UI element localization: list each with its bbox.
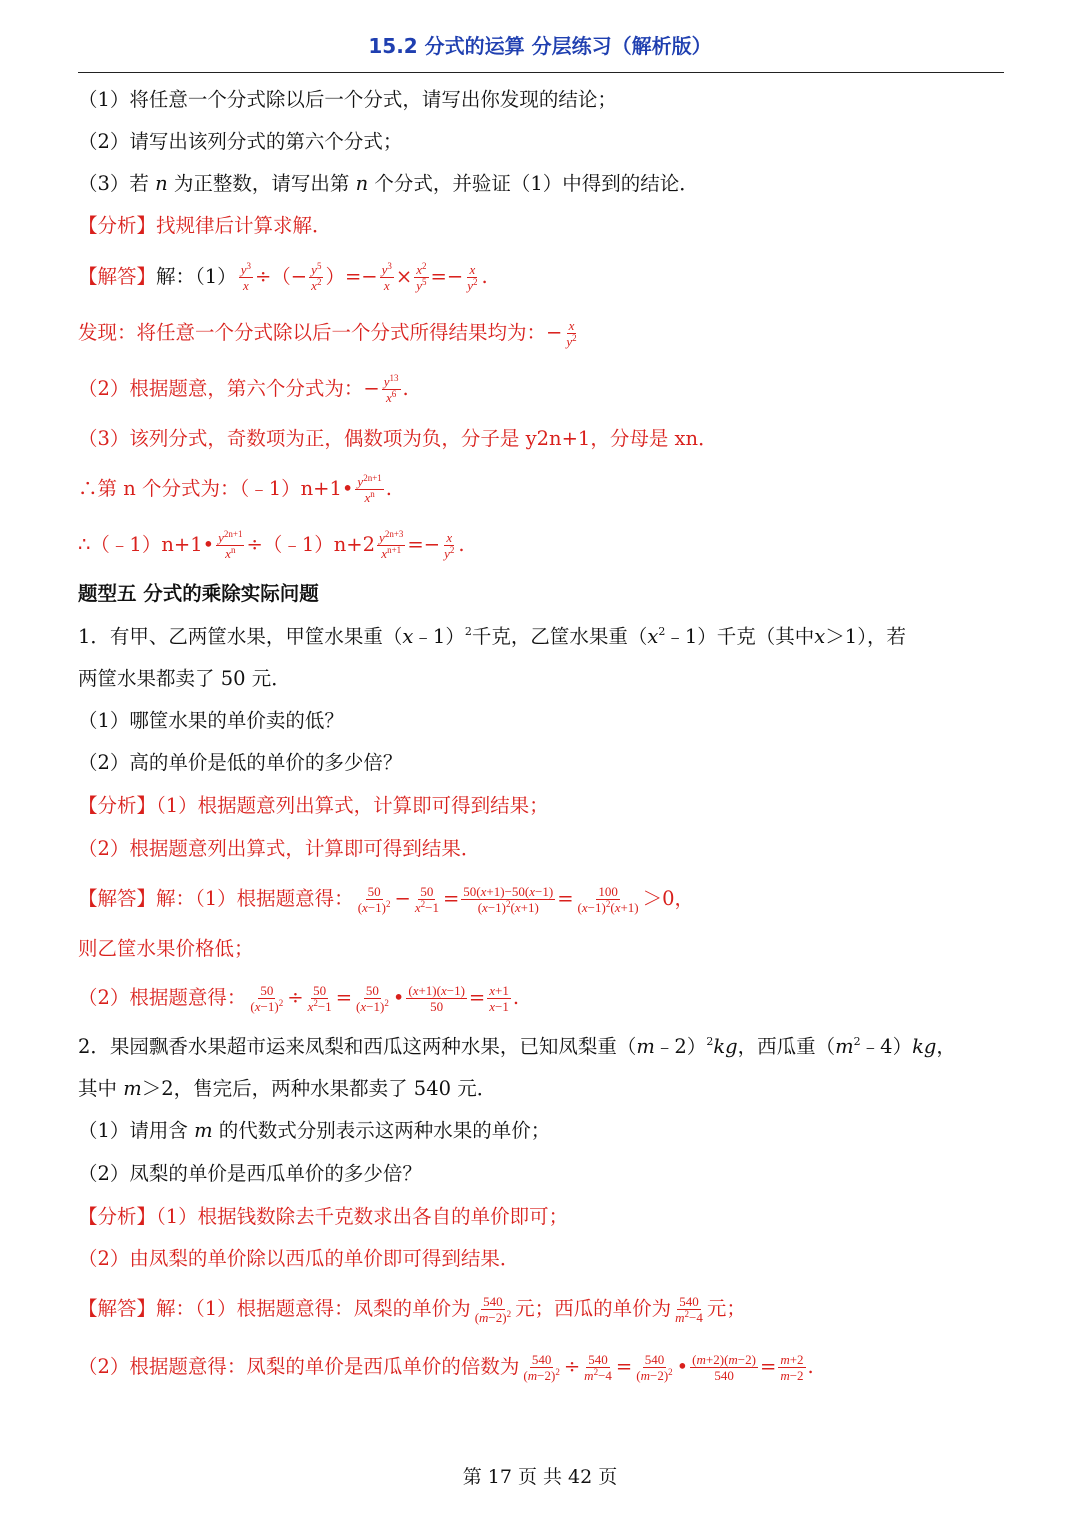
prev-verification: ∴（﹣1）n+1• $\frac{y^{2n+1}}{x^n}$ ÷（﹣1）n+2 $\frac{y^{2n+3}}{x^{n+1}}$ =− $\frac{x}{y^2}$ . [78, 529, 465, 561]
section-title: 题型五 分式的乘除实际问题 [78, 582, 319, 605]
page-footer: 第 17 页 共 42 页 [462, 1466, 618, 1488]
prev-answer-1: 【解答】解：（1） $\frac{y^3}{x}$ ÷（− $\frac{y^5}{x^2}$ ）=− $\frac{y^3}{x}$ × $\frac{x^2}{y^5}$ =− $\frac{x}{y^2}$ . [78, 261, 488, 293]
problem1-analysis-2: （2）根据题意列出算式，计算即可得到结果． [78, 837, 481, 860]
problem1-conclusion: 则乙筐水果价格低； [78, 937, 254, 960]
problem2-question-2: （2）凤梨的单价是西瓜单价的多少倍？ [78, 1162, 422, 1185]
problem1-answer-2: （2）根据题意得： $\frac{50}{(x-1)^2}$ ÷ $\frac{50}{x^2-1}$ = $\frac{50}{(x-1)^2}$ • $\frac{(x+1)(x-1)}{50}$ = $\frac{x+1}{x-1}$ . [78, 983, 520, 1014]
problem1-answer-1: 【解答】解：（1）根据题意得： $\frac{50}{(x-1)^2}$ − $\frac{50}{x^2-1}$ = $\frac{50(x+1)-50(x-1)}{(x-1)^2(x+1)}$ = $\frac{100}{(x-1)^2(x+1)}$ ＞0， [78, 884, 695, 915]
problem1-stem: 1．有甲、乙两筐水果，甲筐水果重（x﹣1）$^2$千克，乙筐水果重$(x^2﹣1)$千克（其中x＞1），若 [78, 625, 906, 648]
problem2-answer-1: 【解答】解：（1）根据题意得：凤梨的单价为 $\frac{540}{(m-2)^2}$ 元；西瓜的单价为 $\frac{540}{m^2-4}$ 元； [78, 1294, 746, 1325]
prev-nth-term: ∴第 n 个分式为：（﹣1）n+1• $\frac{y^{2n+1}}{x^n}$ . [78, 473, 392, 505]
prev-answer-2: （2）根据题意，第六个分式为：− $\frac{y^{13}}{x^6}$ . [78, 373, 409, 405]
problem2-analysis-2: （2）由凤梨的单价除以西瓜的单价即可得到结果． [78, 1247, 520, 1270]
prev-finding: 发现：将任意一个分式除以后一个分式所得结果均为：− $\frac{x}{y^2}$ [78, 318, 577, 349]
problem2-analysis-1: 【分析】（1）根据钱数除去千克数求出各自的单价即可； [78, 1205, 569, 1228]
problem2-answer-2: （2）根据题意得：凤梨的单价是西瓜单价的倍数为 $\frac{540}{(m-2)^2}$ ÷ $\frac{540}{m^2-4}$ = $\frac{540}{(m-2)^2}$ • $\frac{(m+2)(m-2)}{540}$ = $\frac{m+2}{m-2}$ . [78, 1352, 814, 1383]
problem1-analysis-1: 【分析】（1）根据题意列出算式，计算即可得到结果； [78, 794, 549, 817]
header-divider [78, 72, 1004, 73]
prev-question-1: （1）将任意一个分式除以后一个分式，请写出你发现的结论； [78, 88, 617, 111]
page-header-title: 15.2 分式的运算 分层练习（解析版） [368, 34, 712, 58]
problem1-stem-cont: 两筐水果都卖了 50 元． [78, 667, 291, 690]
prev-question-3: （3）若 n 为正整数，请写出第 n 个分式，并验证（1）中得到的结论． [78, 172, 699, 195]
problem1-question-2: （2）高的单价是低的单价的多少倍？ [78, 751, 403, 774]
problem1-question-1: （1）哪筐水果的单价卖的低？ [78, 709, 344, 732]
problem2-stem-cont: 其中 m＞2，售完后，两种水果都卖了 540 元． [78, 1077, 497, 1100]
prev-answer-3: （3）该列分式，奇数项为正，偶数项为负，分子是 y2n+1，分母是 xn． [78, 427, 718, 450]
problem2-stem: 2．果园飘香水果超市运来凤梨和西瓜这两种水果，已知凤梨重（m﹣2）$^2$kg，西瓜重$(m^2﹣4)kg$， [78, 1035, 956, 1058]
prev-question-2: （2）请写出该列分式的第六个分式； [78, 130, 403, 153]
prev-analysis: 【分析】找规律后计算求解． [78, 214, 332, 237]
problem2-question-1: （1）请用含 m 的代数式分别表示这两种水果的单价； [78, 1119, 551, 1142]
